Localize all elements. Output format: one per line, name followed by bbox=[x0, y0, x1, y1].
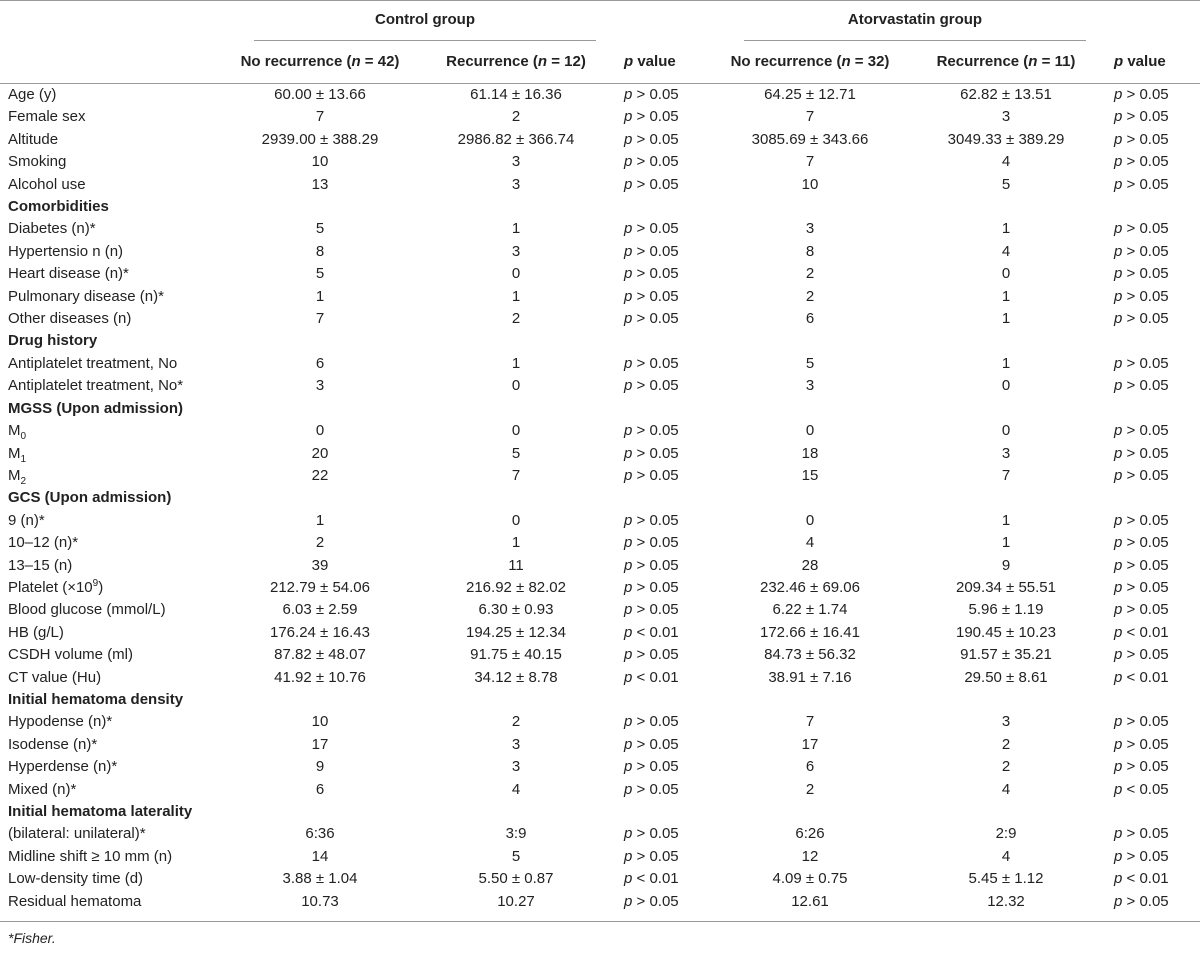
p-value-cell: p > 0.05 bbox=[624, 175, 679, 193]
value-cell: 0 bbox=[805, 422, 815, 440]
section-label: Initial hematoma density bbox=[8, 690, 184, 708]
value-cell: 12.32 bbox=[987, 892, 1025, 910]
col-no-recurrence-control: No recurrence (n = 42) bbox=[222, 41, 418, 84]
value-cell: 14 bbox=[311, 847, 329, 865]
p-value-cell: p > 0.05 bbox=[624, 758, 679, 776]
value-cell: 212.79 ± 54.06 bbox=[270, 578, 370, 596]
value-cell: 5 bbox=[315, 265, 325, 283]
p-value-cell: p < 0.05 bbox=[1114, 780, 1169, 798]
value-cell: 5 bbox=[511, 444, 521, 462]
value-cell: 3 bbox=[511, 242, 521, 260]
table-row bbox=[0, 823, 1200, 845]
value-cell: 28 bbox=[801, 556, 819, 574]
value-cell: 0 bbox=[805, 511, 815, 529]
value-cell: 4 bbox=[1001, 153, 1011, 171]
p-value-cell: p > 0.05 bbox=[1114, 422, 1169, 440]
table-row bbox=[0, 868, 1200, 890]
p-value-cell: p > 0.05 bbox=[1114, 310, 1169, 328]
value-cell: 5 bbox=[511, 847, 521, 865]
row-label: 10–12 (n)* bbox=[8, 534, 79, 552]
p-value-cell: p > 0.05 bbox=[624, 780, 679, 798]
p-value-cell: p < 0.01 bbox=[1114, 870, 1169, 888]
value-cell: 6 bbox=[315, 780, 325, 798]
value-cell: 7 bbox=[805, 713, 815, 731]
table-row bbox=[0, 443, 1200, 465]
row-label: Alcohol use bbox=[8, 175, 86, 193]
value-cell: 2939.00 ± 388.29 bbox=[261, 130, 379, 148]
p-value-cell: p > 0.05 bbox=[1114, 175, 1169, 193]
value-cell: 41.92 ± 10.76 bbox=[274, 668, 366, 686]
value-cell: 1 bbox=[1001, 534, 1011, 552]
value-cell: 8 bbox=[805, 242, 815, 260]
value-cell: 5.45 ± 1.12 bbox=[968, 870, 1044, 888]
value-cell: 2:9 bbox=[995, 825, 1017, 843]
value-cell: 6.30 ± 0.93 bbox=[478, 601, 554, 619]
p-value-cell: p > 0.05 bbox=[624, 847, 679, 865]
section-label: GCS (Upon admission) bbox=[8, 489, 172, 507]
value-cell: 4 bbox=[1001, 242, 1011, 260]
value-cell: 10 bbox=[801, 175, 819, 193]
atorvastatin-group-header: Atorvastatin group bbox=[712, 1, 1104, 41]
row-label: HB (g/L) bbox=[8, 623, 64, 641]
value-cell: 7 bbox=[805, 153, 815, 171]
value-cell: 190.45 ± 10.23 bbox=[956, 623, 1056, 641]
value-cell: 5 bbox=[805, 354, 815, 372]
value-cell: 15 bbox=[801, 466, 819, 484]
value-cell: 87.82 ± 48.07 bbox=[274, 646, 366, 664]
value-cell: 6 bbox=[805, 758, 815, 776]
section-row bbox=[0, 487, 1200, 509]
row-label: Diabetes (n)* bbox=[8, 220, 96, 238]
row-label: $M_0$ bbox=[8, 422, 27, 443]
p-value-cell: p > 0.05 bbox=[1114, 153, 1169, 171]
value-cell: 1 bbox=[315, 511, 325, 529]
value-cell: 176.24 ± 16.43 bbox=[270, 623, 370, 641]
table-row bbox=[0, 174, 1200, 196]
value-cell: 0 bbox=[511, 265, 521, 283]
value-cell: 34.12 ± 8.78 bbox=[474, 668, 558, 686]
p-value-cell: p > 0.05 bbox=[1114, 287, 1169, 305]
value-cell: 2 bbox=[805, 780, 815, 798]
value-cell: 12 bbox=[801, 847, 819, 865]
value-cell: 0 bbox=[1001, 422, 1011, 440]
value-cell: 10 bbox=[311, 153, 329, 171]
table-row bbox=[0, 711, 1200, 733]
value-cell: 0 bbox=[315, 422, 325, 440]
value-cell: 1 bbox=[1001, 511, 1011, 529]
value-cell: 18 bbox=[801, 444, 819, 462]
p-value-cell: p > 0.05 bbox=[624, 86, 679, 103]
value-cell: 5.50 ± 0.87 bbox=[478, 870, 554, 888]
value-cell: 3 bbox=[511, 153, 521, 171]
row-label: Female sex bbox=[8, 108, 86, 126]
p-value-cell: p > 0.05 bbox=[624, 466, 679, 484]
table-row bbox=[0, 420, 1200, 442]
value-cell: 11 bbox=[508, 556, 524, 574]
table-row bbox=[0, 375, 1200, 397]
value-cell: 64.25 ± 12.71 bbox=[764, 86, 856, 103]
value-cell: 4 bbox=[805, 534, 815, 552]
value-cell: 4 bbox=[1001, 780, 1011, 798]
value-cell: 7 bbox=[1001, 466, 1011, 484]
value-cell: 5 bbox=[315, 220, 325, 238]
row-label: Heart disease (n)* bbox=[8, 265, 129, 283]
table-row bbox=[0, 734, 1200, 756]
value-cell: 3 bbox=[511, 735, 521, 753]
p-value-cell: p > 0.05 bbox=[624, 892, 679, 910]
col-p-value-atorvastatin: p value bbox=[1104, 41, 1200, 84]
value-cell: 3 bbox=[1001, 444, 1011, 462]
value-cell: 4 bbox=[511, 780, 521, 798]
value-cell: 39 bbox=[311, 556, 329, 574]
value-cell: 84.73 ± 56.32 bbox=[764, 646, 856, 664]
p-value-cell: p > 0.05 bbox=[624, 444, 679, 462]
value-cell: 6.03 ± 2.59 bbox=[282, 601, 358, 619]
section-row bbox=[0, 398, 1200, 420]
row-label: Altitude bbox=[8, 130, 59, 148]
row-label: Smoking bbox=[8, 153, 67, 171]
value-cell: 17 bbox=[801, 735, 819, 753]
table-row bbox=[0, 510, 1200, 532]
p-value-cell: p > 0.05 bbox=[1114, 444, 1169, 462]
table-row bbox=[0, 218, 1200, 240]
section-label: MGSS (Upon admission) bbox=[8, 399, 184, 417]
row-label: (bilateral: unilateral)* bbox=[8, 825, 146, 843]
value-cell: 1 bbox=[1001, 354, 1011, 372]
table-row bbox=[0, 779, 1200, 801]
value-cell: 194.25 ± 12.34 bbox=[466, 623, 566, 641]
p-value-cell: p > 0.05 bbox=[624, 130, 679, 148]
p-value-cell: p > 0.05 bbox=[624, 287, 679, 305]
value-cell: 0 bbox=[1001, 265, 1011, 283]
value-cell: 2 bbox=[511, 108, 521, 126]
row-label: Age (y) bbox=[8, 86, 57, 103]
row-label: Midline shift ≥ 10 mm (n) bbox=[8, 847, 173, 865]
table-row bbox=[0, 151, 1200, 173]
p-value-cell: p > 0.05 bbox=[624, 601, 679, 619]
value-cell: 1 bbox=[1001, 310, 1011, 328]
p-value-cell: p > 0.05 bbox=[1114, 130, 1169, 148]
p-value-cell: p > 0.05 bbox=[624, 534, 679, 552]
p-value-cell: p > 0.05 bbox=[624, 220, 679, 238]
p-value-cell: p > 0.05 bbox=[624, 578, 679, 596]
row-label: $M_2$ bbox=[8, 466, 27, 487]
row-label: Isodense (n)* bbox=[8, 735, 98, 753]
p-value-cell: p < 0.01 bbox=[1114, 623, 1169, 641]
value-cell: 10 bbox=[311, 713, 329, 731]
value-cell: 6:36 bbox=[305, 825, 335, 843]
value-cell: 6:26 bbox=[795, 825, 825, 843]
value-cell: 62.82 ± 13.51 bbox=[960, 86, 1052, 103]
value-cell: 4.09 ± 0.75 bbox=[772, 870, 848, 888]
value-cell: 61.14 ± 16.36 bbox=[470, 86, 562, 103]
row-label: CT value (Hu) bbox=[8, 668, 102, 686]
table-row bbox=[0, 555, 1200, 577]
table-row bbox=[0, 667, 1200, 689]
value-cell: 1 bbox=[511, 534, 521, 552]
value-cell: 91.75 ± 40.15 bbox=[470, 646, 562, 664]
value-cell: 3 bbox=[1001, 108, 1011, 126]
table-row bbox=[0, 756, 1200, 778]
row-label: Antiplatelet treatment, No bbox=[8, 354, 178, 372]
value-cell: 1 bbox=[511, 220, 521, 238]
value-cell: 5 bbox=[1001, 175, 1011, 193]
row-label: Mixed (n)* bbox=[8, 780, 77, 798]
p-value-cell: p > 0.05 bbox=[1114, 377, 1169, 395]
row-label: 9 (n)* bbox=[8, 511, 45, 529]
table-body bbox=[0, 84, 1200, 922]
value-cell: 3 bbox=[511, 758, 521, 776]
p-value-cell: p > 0.05 bbox=[624, 556, 679, 574]
value-cell: 2 bbox=[511, 713, 521, 731]
value-cell: 3:9 bbox=[505, 825, 527, 843]
group-header-row bbox=[0, 1, 1200, 41]
table-row bbox=[0, 286, 1200, 308]
value-cell: 3.88 ± 1.04 bbox=[282, 870, 358, 888]
value-cell: 3 bbox=[315, 377, 325, 395]
value-cell: 6 bbox=[315, 354, 325, 372]
section-label: Drug history bbox=[8, 332, 98, 350]
value-cell: 9 bbox=[315, 758, 325, 776]
p-value-cell: p > 0.05 bbox=[1114, 646, 1169, 664]
row-label: Pulmonary disease (n)* bbox=[8, 287, 164, 305]
value-cell: 60.00 ± 13.66 bbox=[274, 86, 366, 103]
value-cell: 1 bbox=[1001, 220, 1011, 238]
col-recurrence-atorvastatin: Recurrence (n = 11) bbox=[908, 41, 1104, 84]
col-p-value-control: p value bbox=[614, 41, 712, 84]
value-cell: 6.22 ± 1.74 bbox=[772, 601, 848, 619]
section-row bbox=[0, 689, 1200, 711]
p-value-cell: p > 0.05 bbox=[1114, 220, 1169, 238]
column-header-row bbox=[0, 41, 1200, 84]
value-cell: 0 bbox=[511, 422, 521, 440]
footnote: *Fisher. bbox=[8, 930, 56, 947]
p-value-cell: p < 0.01 bbox=[1114, 668, 1169, 686]
row-label: $M_1$ bbox=[8, 444, 27, 465]
value-cell: 5.96 ± 1.19 bbox=[968, 601, 1044, 619]
p-value-cell: p < 0.01 bbox=[624, 668, 679, 686]
section-label: Comorbidities bbox=[8, 198, 109, 216]
row-label: Hyperdense (n)* bbox=[8, 758, 118, 776]
table-row bbox=[0, 308, 1200, 330]
p-value-cell: p > 0.05 bbox=[1114, 511, 1169, 529]
p-value-cell: p > 0.05 bbox=[624, 153, 679, 171]
value-cell: 7 bbox=[511, 466, 521, 484]
value-cell: 38.91 ± 7.16 bbox=[768, 668, 852, 686]
value-cell: 7 bbox=[315, 310, 325, 328]
value-cell: 10.27 bbox=[497, 892, 535, 910]
p-value-cell: p > 0.05 bbox=[624, 108, 679, 126]
value-cell: 7 bbox=[315, 108, 325, 126]
section-row bbox=[0, 801, 1200, 823]
value-cell: 91.57 ± 35.21 bbox=[960, 646, 1052, 664]
row-label: 13–15 (n) bbox=[8, 556, 73, 574]
row-label: Antiplatelet treatment, No* bbox=[8, 377, 184, 395]
p-value-cell: p > 0.05 bbox=[624, 242, 679, 260]
row-label: Other diseases (n) bbox=[8, 310, 132, 328]
table-row bbox=[0, 891, 1200, 913]
table-row bbox=[0, 263, 1200, 285]
value-cell: 3085.69 ± 343.66 bbox=[751, 130, 869, 148]
p-value-cell: p > 0.05 bbox=[1114, 735, 1169, 753]
value-cell: 17 bbox=[311, 735, 329, 753]
table-row bbox=[0, 465, 1200, 487]
p-value-cell: p > 0.05 bbox=[1114, 534, 1169, 552]
col-no-recurrence-atorvastatin: No recurrence (n = 32) bbox=[712, 41, 908, 84]
table-row bbox=[0, 532, 1200, 554]
control-group-header: Control group bbox=[222, 1, 614, 41]
value-cell: 13 bbox=[311, 175, 329, 193]
value-cell: 22 bbox=[311, 466, 329, 484]
table-row bbox=[0, 599, 1200, 621]
p-value-cell: p > 0.05 bbox=[1114, 466, 1169, 484]
p-value-cell: p > 0.05 bbox=[624, 354, 679, 372]
table-row bbox=[0, 644, 1200, 666]
value-cell: 10.73 bbox=[301, 892, 339, 910]
col-recurrence-control: Recurrence (n = 12) bbox=[418, 41, 614, 84]
value-cell: 7 bbox=[805, 108, 815, 126]
p-value-cell: p > 0.05 bbox=[624, 265, 679, 283]
p-value-cell: p > 0.05 bbox=[624, 310, 679, 328]
row-label: Platelet $(\times 10^9)$ bbox=[8, 577, 104, 596]
p-value-cell: p > 0.05 bbox=[624, 713, 679, 731]
value-cell: 0 bbox=[511, 377, 521, 395]
row-label: Hypertensio n (n) bbox=[8, 242, 124, 260]
value-cell: 1 bbox=[315, 287, 325, 305]
value-cell: 2 bbox=[1001, 758, 1011, 776]
value-cell: 172.66 ± 16.41 bbox=[760, 623, 860, 641]
p-value-cell: p > 0.05 bbox=[1114, 578, 1169, 596]
row-label: Blood glucose (mmol/L) bbox=[8, 601, 166, 619]
row-label: Hypodense (n)* bbox=[8, 713, 113, 731]
p-value-cell: p > 0.05 bbox=[1114, 265, 1169, 283]
p-value-cell: p > 0.05 bbox=[624, 646, 679, 664]
value-cell: 3 bbox=[805, 220, 815, 238]
p-value-cell: p < 0.01 bbox=[624, 623, 679, 641]
value-cell: 232.46 ± 69.06 bbox=[760, 578, 860, 596]
value-cell: 1 bbox=[511, 354, 521, 372]
p-value-cell: p > 0.05 bbox=[1114, 86, 1169, 103]
row-label: CSDH volume (ml) bbox=[8, 646, 134, 664]
value-cell: 3 bbox=[511, 175, 521, 193]
p-value-cell: p > 0.05 bbox=[624, 735, 679, 753]
section-row bbox=[0, 196, 1200, 218]
p-value-cell: p > 0.05 bbox=[624, 422, 679, 440]
p-value-cell: p > 0.05 bbox=[1114, 108, 1169, 126]
value-cell: 2 bbox=[511, 310, 521, 328]
value-cell: 1 bbox=[511, 287, 521, 305]
value-cell: 2 bbox=[315, 534, 325, 552]
p-value-cell: p > 0.05 bbox=[1114, 242, 1169, 260]
value-cell: 9 bbox=[1001, 556, 1011, 574]
p-value-cell: p > 0.05 bbox=[1114, 758, 1169, 776]
value-cell: 3 bbox=[805, 377, 815, 395]
value-cell: 8 bbox=[315, 242, 325, 260]
table-row bbox=[0, 106, 1200, 128]
p-value-cell: p > 0.05 bbox=[1114, 713, 1169, 731]
value-cell: 2 bbox=[805, 287, 815, 305]
table-row bbox=[0, 846, 1200, 868]
section-label: Initial hematoma laterality bbox=[8, 803, 193, 820]
value-cell: 2 bbox=[805, 265, 815, 283]
value-cell: 12.61 bbox=[791, 892, 829, 910]
p-value-cell: p > 0.05 bbox=[1114, 892, 1169, 910]
table-row bbox=[0, 129, 1200, 151]
table-row bbox=[0, 622, 1200, 644]
p-value-cell: p > 0.05 bbox=[1114, 354, 1169, 372]
table-row bbox=[0, 241, 1200, 263]
value-cell: 2986.82 ± 366.74 bbox=[457, 130, 575, 148]
value-cell: 0 bbox=[1001, 377, 1011, 395]
p-value-cell: p > 0.05 bbox=[624, 377, 679, 395]
value-cell: 29.50 ± 8.61 bbox=[964, 668, 1048, 686]
value-cell: 1 bbox=[1001, 287, 1011, 305]
row-label: Residual hematoma bbox=[8, 892, 142, 910]
value-cell: 4 bbox=[1001, 847, 1011, 865]
value-cell: 216.92 ± 82.02 bbox=[466, 578, 566, 596]
value-cell: 3 bbox=[1001, 713, 1011, 731]
table-row bbox=[0, 577, 1200, 599]
table-row bbox=[0, 353, 1200, 375]
p-value-cell: p > 0.05 bbox=[1114, 847, 1169, 865]
section-row bbox=[0, 330, 1200, 352]
value-cell: 6 bbox=[805, 310, 815, 328]
row-label: Low-density time (d) bbox=[8, 870, 144, 888]
p-value-cell: p > 0.05 bbox=[624, 825, 679, 843]
p-value-cell: p < 0.01 bbox=[624, 870, 679, 888]
value-cell: 3049.33 ± 389.29 bbox=[947, 130, 1065, 148]
table-row bbox=[0, 84, 1200, 107]
p-value-cell: p > 0.05 bbox=[1114, 556, 1169, 574]
p-value-cell: p > 0.05 bbox=[1114, 601, 1169, 619]
value-cell: 0 bbox=[511, 511, 521, 529]
value-cell: 209.34 ± 55.51 bbox=[956, 578, 1056, 596]
p-value-cell: p > 0.05 bbox=[1114, 825, 1169, 843]
value-cell: 2 bbox=[1001, 735, 1011, 753]
value-cell: 20 bbox=[311, 444, 329, 462]
p-value-cell: p > 0.05 bbox=[624, 511, 679, 529]
